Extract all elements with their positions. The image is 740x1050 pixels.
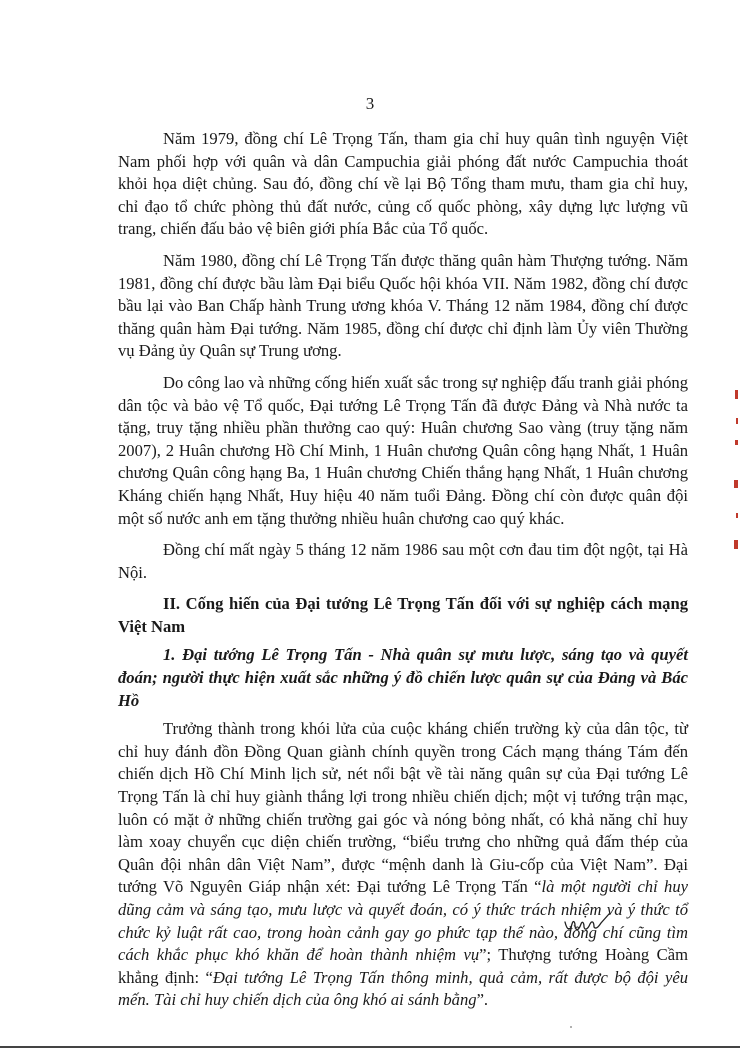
paragraph-death: Đồng chí mất ngày 5 tháng 12 năm 1986 sau một cơn đau tim đột ngột, tại Hà Nội. bbox=[118, 540, 688, 582]
page-number: 3 bbox=[365, 94, 375, 113]
red-margin-marks bbox=[726, 388, 740, 558]
quote-hoang-cam: Đại tướng Lê Trọng Tấn thông minh, quả cảm, rất được bộ đội yêu mến. Tài chỉ huy chiến dịch của ông khó ai sánh bằng bbox=[118, 967, 688, 1010]
bottom-scan-edge bbox=[0, 1046, 740, 1048]
document-body bbox=[118, 128, 688, 1021]
initial-signature bbox=[563, 912, 611, 936]
paragraph-1980: Năm 1980, đồng chí Lê Trọng Tấn được thăng quân hàm Thượng tướng. Năm 1981, đồng chí được bầu làm Đại biểu Quốc hội khóa VII. Năm 1982, đồng chí được bầu lại vào Ban Chấp hành Trung ương khóa V. Tháng 12 năm 1984, đồng chí được thăng quân hàm Đại tướng. Năm 1985, đồng chí được chỉ định làm Ủy viên Thường vụ Đảng ủy Quân sự Trung ương. bbox=[118, 250, 688, 361]
quote-vo-nguyen-giap: là một người chỉ huy dũng cảm và sáng tạo, mưu lược và quyết đoán, có ý thức trách nhiệm và ý thức tổ chức kỷ luật rất cao, trong hoàn cảnh gay go phức tạp thế nào, đồng chí cũng tìm cách khắc phục khó khăn để hoàn thành nhiệm vụ bbox=[118, 877, 689, 965]
paragraph-text-mid: ”; Thượng tướng Hoàng Cầm khẳng định: “ bbox=[118, 945, 688, 987]
paragraph-awards: Do công lao và những cống hiến xuất sắc trong sự nghiệp đấu tranh giải phóng dân tộc và bảo vệ Tổ quốc, Đại tướng Lê Trọng Tấn đã được Đảng và Nhà nước ta tặng, truy tặng nhiều phần thưởng cao quý: Huân chương Sao vàng (truy tặng năm 2007), 2 Huân chương Hồ Chí Minh, 1 Huân chương Quân công hạng Nhất, 1 Huân chương Quân công hạng Ba, 1 Huân chương Chiến thắng hạng Nhất, 1 Huân chương Kháng chiến hạng Nhất, Huy hiệu 40 năm tuổi Đảng. Đồng chí còn được quân đội một số nước anh em tặng thưởng nhiều huân chương cao quý khác. bbox=[118, 372, 688, 528]
paragraph-text: Trưởng thành trong khói lửa của cuộc kháng chiến trường kỳ của dân tộc, từ chỉ huy đánh đồn Đồng Quan giành chính quyền trong Cách mạng tháng Tám đến chiến dịch Hồ Chí Minh lịch sử, nét nổi bật về tài năng quân sự của Đại tướng Lê Trọng Tấn là chỉ huy giành thắng lợi trong nhiều chiến dịch; một vị tướng trận mạc, luôn có mặt ở những chiến trường gai góc và nóng bỏng nhất, có khả năng chỉ huy làm xoay chuyển cục diện chiến trường, “biểu trưng cho những quả đấm thép của Quân đội nhân dân Việt Nam”, được “mệnh danh là Giu-cốp của Việt Nam”. Đại tướng Võ Nguyên Giáp nhận xét: Đại tướng Lê Trọng Tấn “ bbox=[118, 719, 688, 897]
section-heading: II. Cống hiến của Đại tướng Lê Trọng Tấn đối với sự nghiệp cách mạng Việt Nam bbox=[118, 594, 688, 636]
subsection-heading: 1. Đại tướng Lê Trọng Tấn - Nhà quân sự mưu lược, sáng tạo và quyết đoán; người thực hiện xuất sắc những ý đồ chiến lược quân sự của Đảng và Bác Hồ bbox=[118, 645, 688, 710]
scan-dot bbox=[570, 1026, 572, 1028]
paragraph-military-talent bbox=[118, 718, 688, 1012]
paragraph-1979: Năm 1979, đồng chí Lê Trọng Tấn, tham gia chỉ huy quân tình nguyện Việt Nam phối hợp với quân và dân Campuchia giải phóng đất nước Campuchia thoát khỏi họa diệt chủng. Sau đó, đồng chí về lại Bộ Tổng tham mưu, tham gia chỉ huy, chỉ đạo tổ chức phòng thủ đất nước, củng cố quốc phòng, xây dựng lực lượng vũ trang, chiến đấu bảo vệ biên giới phía Bắc của Tổ quốc. bbox=[118, 129, 688, 239]
paragraph-text-end: ”. bbox=[476, 990, 489, 1010]
